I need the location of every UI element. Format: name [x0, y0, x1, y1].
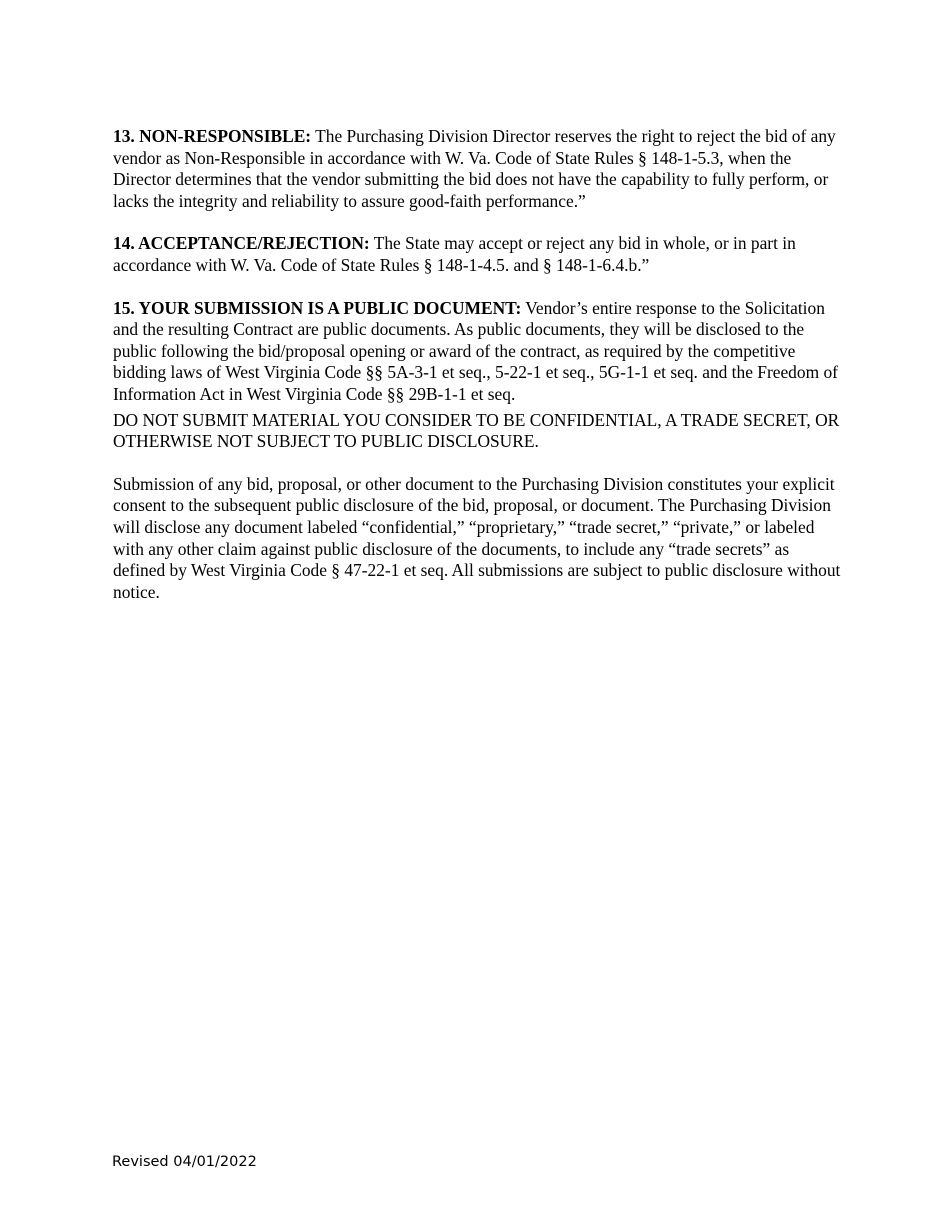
section-acceptance-rejection — [113, 233, 843, 276]
confidential-notice: DO NOT SUBMIT MATERIAL YOU CONSIDER TO BE CONFIDENTIAL, A TRADE SECRET, OR OTHERWISE NOT SUBJECT TO PUBLIC DISCLOSURE. — [113, 409, 840, 452]
section-paragraph — [113, 298, 843, 406]
section-heading: 15. YOUR SUBMISSION IS A PUBLIC DOCUMENT: — [113, 297, 522, 318]
section-text: The State may accept or reject any bid in whole, or in part in accordance with W. Va. Code of State Rules § 148-1-4.5. and § 148-1-6.4.b.” — [113, 233, 796, 275]
section-paragraph — [113, 126, 843, 212]
section-heading: 13. NON-RESPONSIBLE: — [113, 126, 312, 146]
revision-date: Revised 04/01/2022 — [112, 1154, 257, 1170]
section-non-responsible — [113, 126, 843, 212]
consent-paragraph: Submission of any bid, proposal, or other document to the Purchasing Division constitutes your explicit consent to the subsequent public disclosure of the bid, proposal, or document. The Purchasing Division will disclose any document labeled “confidential,” “proprietary,” “trade secret,” “private,” or labeled with any other claim against public disclosure of the documents, to include any “trade secrets” as defined by West Virginia Code § 47-22-1 et seq. All submissions are subject to public disclosure without notice. — [113, 473, 841, 602]
section-public-document — [113, 298, 843, 406]
section-text: The Purchasing Division Director reserves the right to reject the bid of any vendor as Non-Responsible in accordance with W. Va. Code of State Rules § 148-1-5.3, when the Director determines that the vendor submitting the bid does not have the capability to fully perform, or lacks the integrity and reliability to assure good-faith performance.” — [113, 126, 836, 211]
section-paragraph — [113, 233, 843, 276]
section-heading: 14. ACCEPTANCE/REJECTION: — [113, 233, 370, 254]
document-body — [113, 126, 843, 603]
section-text: Vendor’s entire response to the Solicitation and the resulting Contract are public documents. As public documents, they will be disclosed to the public following the bid/proposal opening or award of the contract, as required by the competitive bidding laws of West Virginia Code §§ 5A-3-1 et seq., 5-22-1 et seq., 5G-1-1 et seq. and the Freedom of Information Act in West Virginia Code §§ 29B-1-1 et seq. — [113, 297, 838, 404]
